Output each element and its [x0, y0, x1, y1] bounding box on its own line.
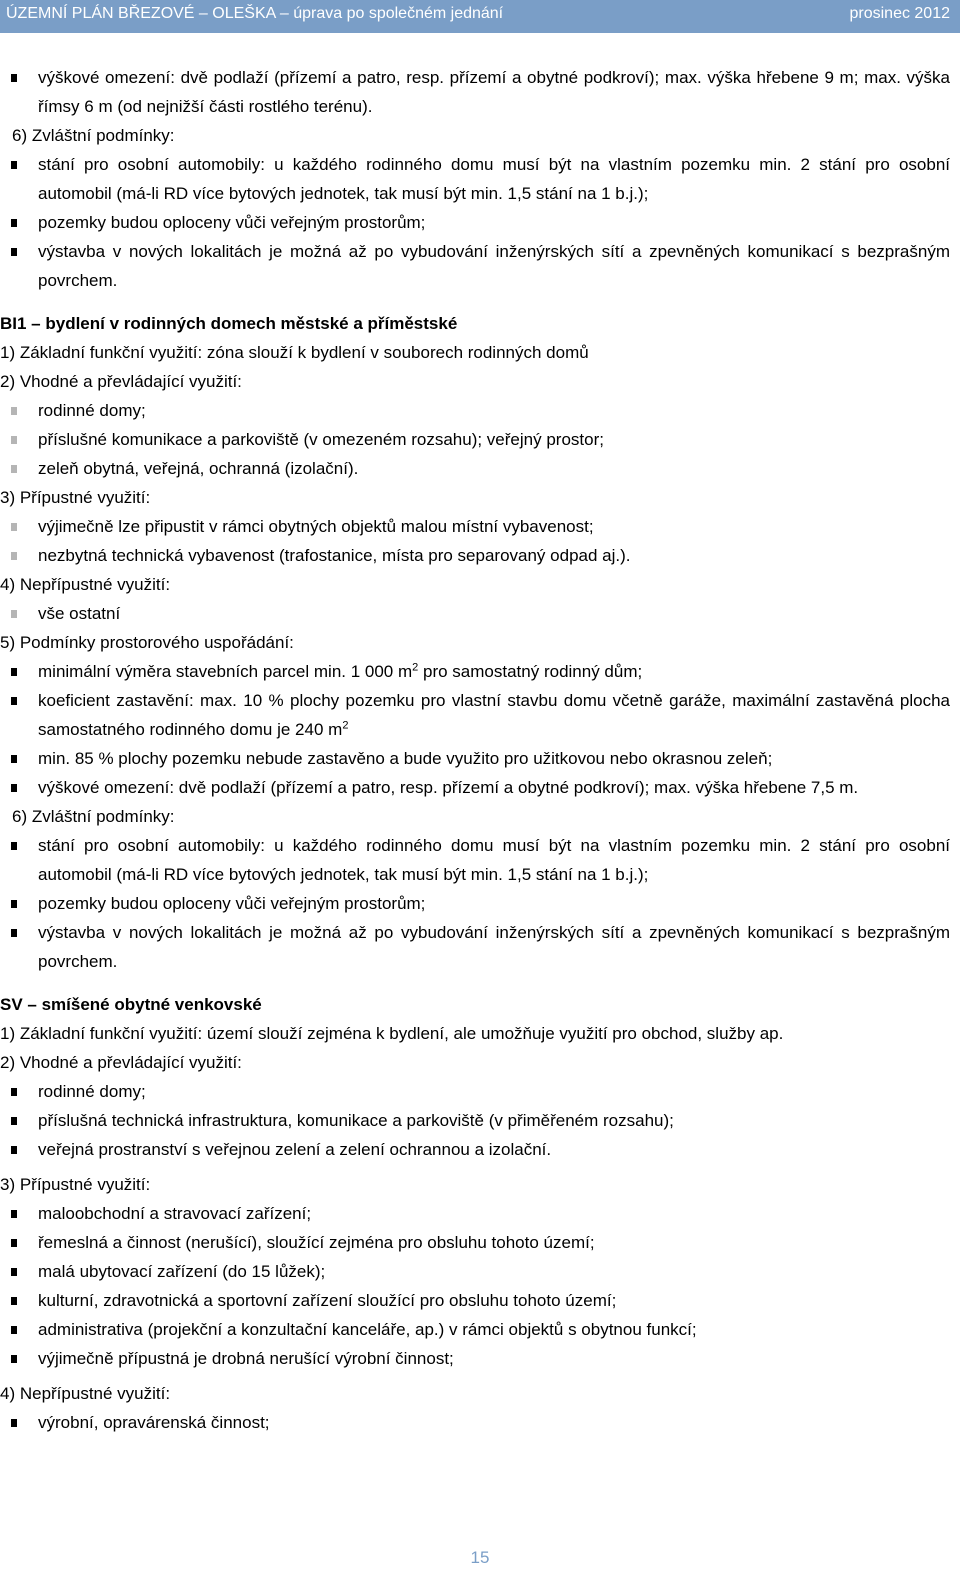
- list-item: maloobchodní a stravovací zařízení;: [0, 1199, 960, 1228]
- running-header: [0, 0, 960, 33]
- section-heading: 3) Přípustné využití:: [0, 1175, 151, 1194]
- page-number: 15: [470, 1548, 490, 1567]
- list-item: nezbytná technická vybavenost (trafostanice, místa pro separovaný odpad aj.).: [0, 541, 960, 570]
- list-item: pozemky budou oploceny vůči veřejným prostorům;: [0, 889, 960, 918]
- list-item: výstavba v nových lokalitách je možná až po vybudování inženýrských sítí a zpevněných komunikací s bezprašným povrchem.: [0, 237, 960, 295]
- section-heading: 4) Nepřípustné využití:: [0, 1384, 171, 1403]
- header-date: prosinec 2012: [849, 5, 950, 22]
- list-item: řemeslná a činnost (nerušící), sloužící zejména pro obsluhu tohoto území;: [0, 1228, 960, 1257]
- section-heading: 2) Vhodné a převládající využití:: [0, 1053, 242, 1072]
- section-heading: 6) Zvláštní podmínky:: [12, 807, 175, 826]
- section-heading: 2) Vhodné a převládající využití:: [0, 372, 242, 391]
- section-heading: 3) Přípustné využití:: [0, 488, 151, 507]
- list-item: příslušné komunikace a parkoviště (v omezeném rozsahu); veřejný prostor;: [0, 425, 960, 454]
- list-item: rodinné domy;: [0, 1077, 960, 1106]
- list-item: koeficient zastavění: max. 10 % plochy pozemku pro vlastní stavbu domu včetně garáže, maximální zastavěná plocha samostatného rodinného domu je 240 $m^2$: [0, 686, 960, 744]
- list-item: stání pro osobní automobily: u každého rodinného domu musí být na vlastním pozemku min. 2 stání pro osobní automobil (má-li RD více bytových jednotek, tak musí být min. 1,5 stání na 1 b.j.);: [0, 150, 960, 208]
- list-item: zeleň obytná, veřejná, ochranná (izolační).: [0, 454, 960, 483]
- section-heading: 4) Nepřípustné využití:: [0, 575, 171, 594]
- list-item: vše ostatní: [0, 599, 960, 628]
- list-item: min. 85 % plochy pozemku nebude zastavěno a bude využito pro užitkovou nebo okrasnou zeleň;: [0, 744, 960, 773]
- section-heading: 6) Zvláštní podmínky:: [12, 126, 175, 145]
- list-item: příslušná technická infrastruktura, komunikace a parkoviště (v přiměřeném rozsahu);: [0, 1106, 960, 1135]
- list-item: výškové omezení: dvě podlaží (přízemí a patro, resp. přízemí a obytné podkroví); max. výška hřebene 9 m; max. výška římsy 6 m (od nejnižší části rostlého terénu).: [0, 63, 960, 121]
- zone-title-bi1: BI1 – bydlení v rodinných domech městské a příměstské: [0, 314, 458, 333]
- list-item: malá ubytovací zařízení (do 15 lůžek);: [0, 1257, 960, 1286]
- list-item: minimální výměra stavebních parcel min. 1 000 $m^2$ pro samostatný rodinný dům;: [0, 657, 960, 686]
- list-item: výstavba v nových lokalitách je možná až po vybudování inženýrských sítí a zpevněných komunikací s bezprašným povrchem.: [0, 918, 960, 976]
- header-title: ÚZEMNÍ PLÁN BŘEZOVÉ – OLEŠKA – úprava po společném jednání: [6, 5, 504, 22]
- basic-use: 1) Základní funkční využití: zóna slouží k bydlení v souborech rodinných domů: [0, 343, 589, 362]
- list-item: výjimečně lze připustit v rámci obytných objektů malou místní vybavenost;: [0, 512, 960, 541]
- zone-title-sv: SV – smíšené obytné venkovské: [0, 995, 262, 1014]
- document-body: [0, 63, 960, 1543]
- section-heading: 5) Podmínky prostorového uspořádání:: [0, 633, 294, 652]
- basic-use: 1) Základní funkční využití: území slouží zejména k bydlení, ale umožňuje využití pro obchod, služby ap.: [0, 1024, 784, 1043]
- list-item: rodinné domy;: [0, 396, 960, 425]
- list-item: výjimečně přípustná je drobná nerušící výrobní činnost;: [0, 1344, 960, 1373]
- list-item: stání pro osobní automobily: u každého rodinného domu musí být na vlastním pozemku min. 2 stání pro osobní automobil (má-li RD více bytových jednotek, tak musí být min. 1,5 stání na 1 b.j.);: [0, 831, 960, 889]
- list-item: kulturní, zdravotnická a sportovní zařízení sloužící pro obsluhu tohoto území;: [0, 1286, 960, 1315]
- list-item: veřejná prostranství s veřejnou zelení a zelení ochrannou a izolační.: [0, 1135, 960, 1164]
- list-item: pozemky budou oploceny vůči veřejným prostorům;: [0, 208, 960, 237]
- list-item: administrativa (projekční a konzultační kanceláře, ap.) v rámci objektů s obytnou funkcí;: [0, 1315, 960, 1344]
- list-item: výrobní, opravárenská činnost;: [0, 1408, 960, 1437]
- list-item: výškové omezení: dvě podlaží (přízemí a patro, resp. přízemí a obytné podkroví); max. výška hřebene 7,5 m.: [0, 773, 960, 802]
